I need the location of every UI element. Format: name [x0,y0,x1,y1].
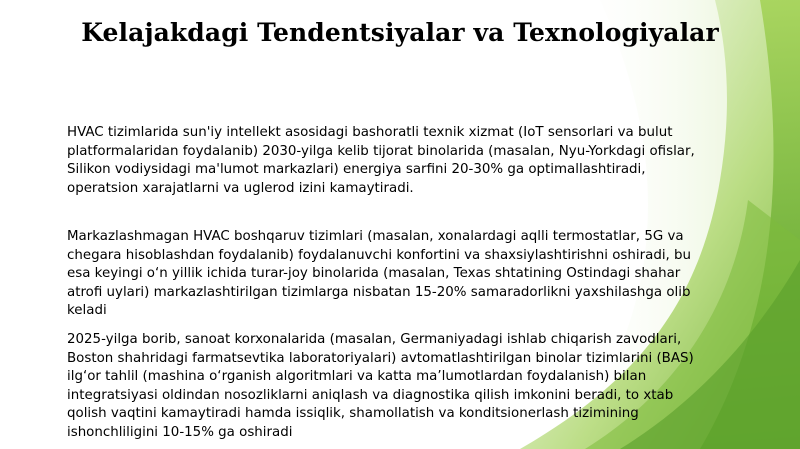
slide-title: Kelajakdagi Tendentsiyalar va Texnologiyalar [81,18,719,47]
paragraph-bas-analytics: 2025-yilga borib, sanoat korxonalarida (masalan, Germaniyadagi ishlab chiqarish zavodlari, Boston shahridagi farmatsevtika laboratoriyalari) avtomatlashtirilgan binolar tizimlarini (BAS) ilg‘or tahlil (mashina o‘rganish algoritmlari va katta ma’lumotlardan foydalanish) bilan integratsiyasi oldindan nosozliklarni aniqlash va diagnostika qilish imkonini beradi, to xtab qolish vaqtini kamaytiradi hamda issiqlik, shamollatish va konditsionerlash tizimining ishonchliligini 10-15% ga oshiradi [67,332,694,440]
paragraph-ai-predictive-maintenance: HVAC tizimlarida sun'iy intellekt asosidagi bashoratli texnik xizmat (IoT sensorlari va bulut platformalaridan foydalanib) 2030-yilga kelib tijorat binolarida (masalan, Nyu-Yorkdagi ofislar, Silikon vodiysidagi ma'lumot markazlari) energiya sarfini 20-30% ga optimallashtiradi, operatsion xarajatlarni va uglerod izini kamaytiradi. [67,125,695,196]
paragraph-decentralized-control: Markazlashmagan HVAC boshqaruv tizimlari (masalan, xonalardagi aqlli termostatlar, 5G va chegara hisoblashdan foydalanib) foydalanuvchi konfortini va shaxsiylashtirishni oshiradi, bu esa keyingi o‘n yillik ichida turar-joy binolarida (masalan, Texas shtatining Ostindagi shahar atrofi uylari) markazlashtirilgan tizimlarga nisbatan 15-20% samaradorlikni yaxshilashga olib keladi [67,229,692,318]
